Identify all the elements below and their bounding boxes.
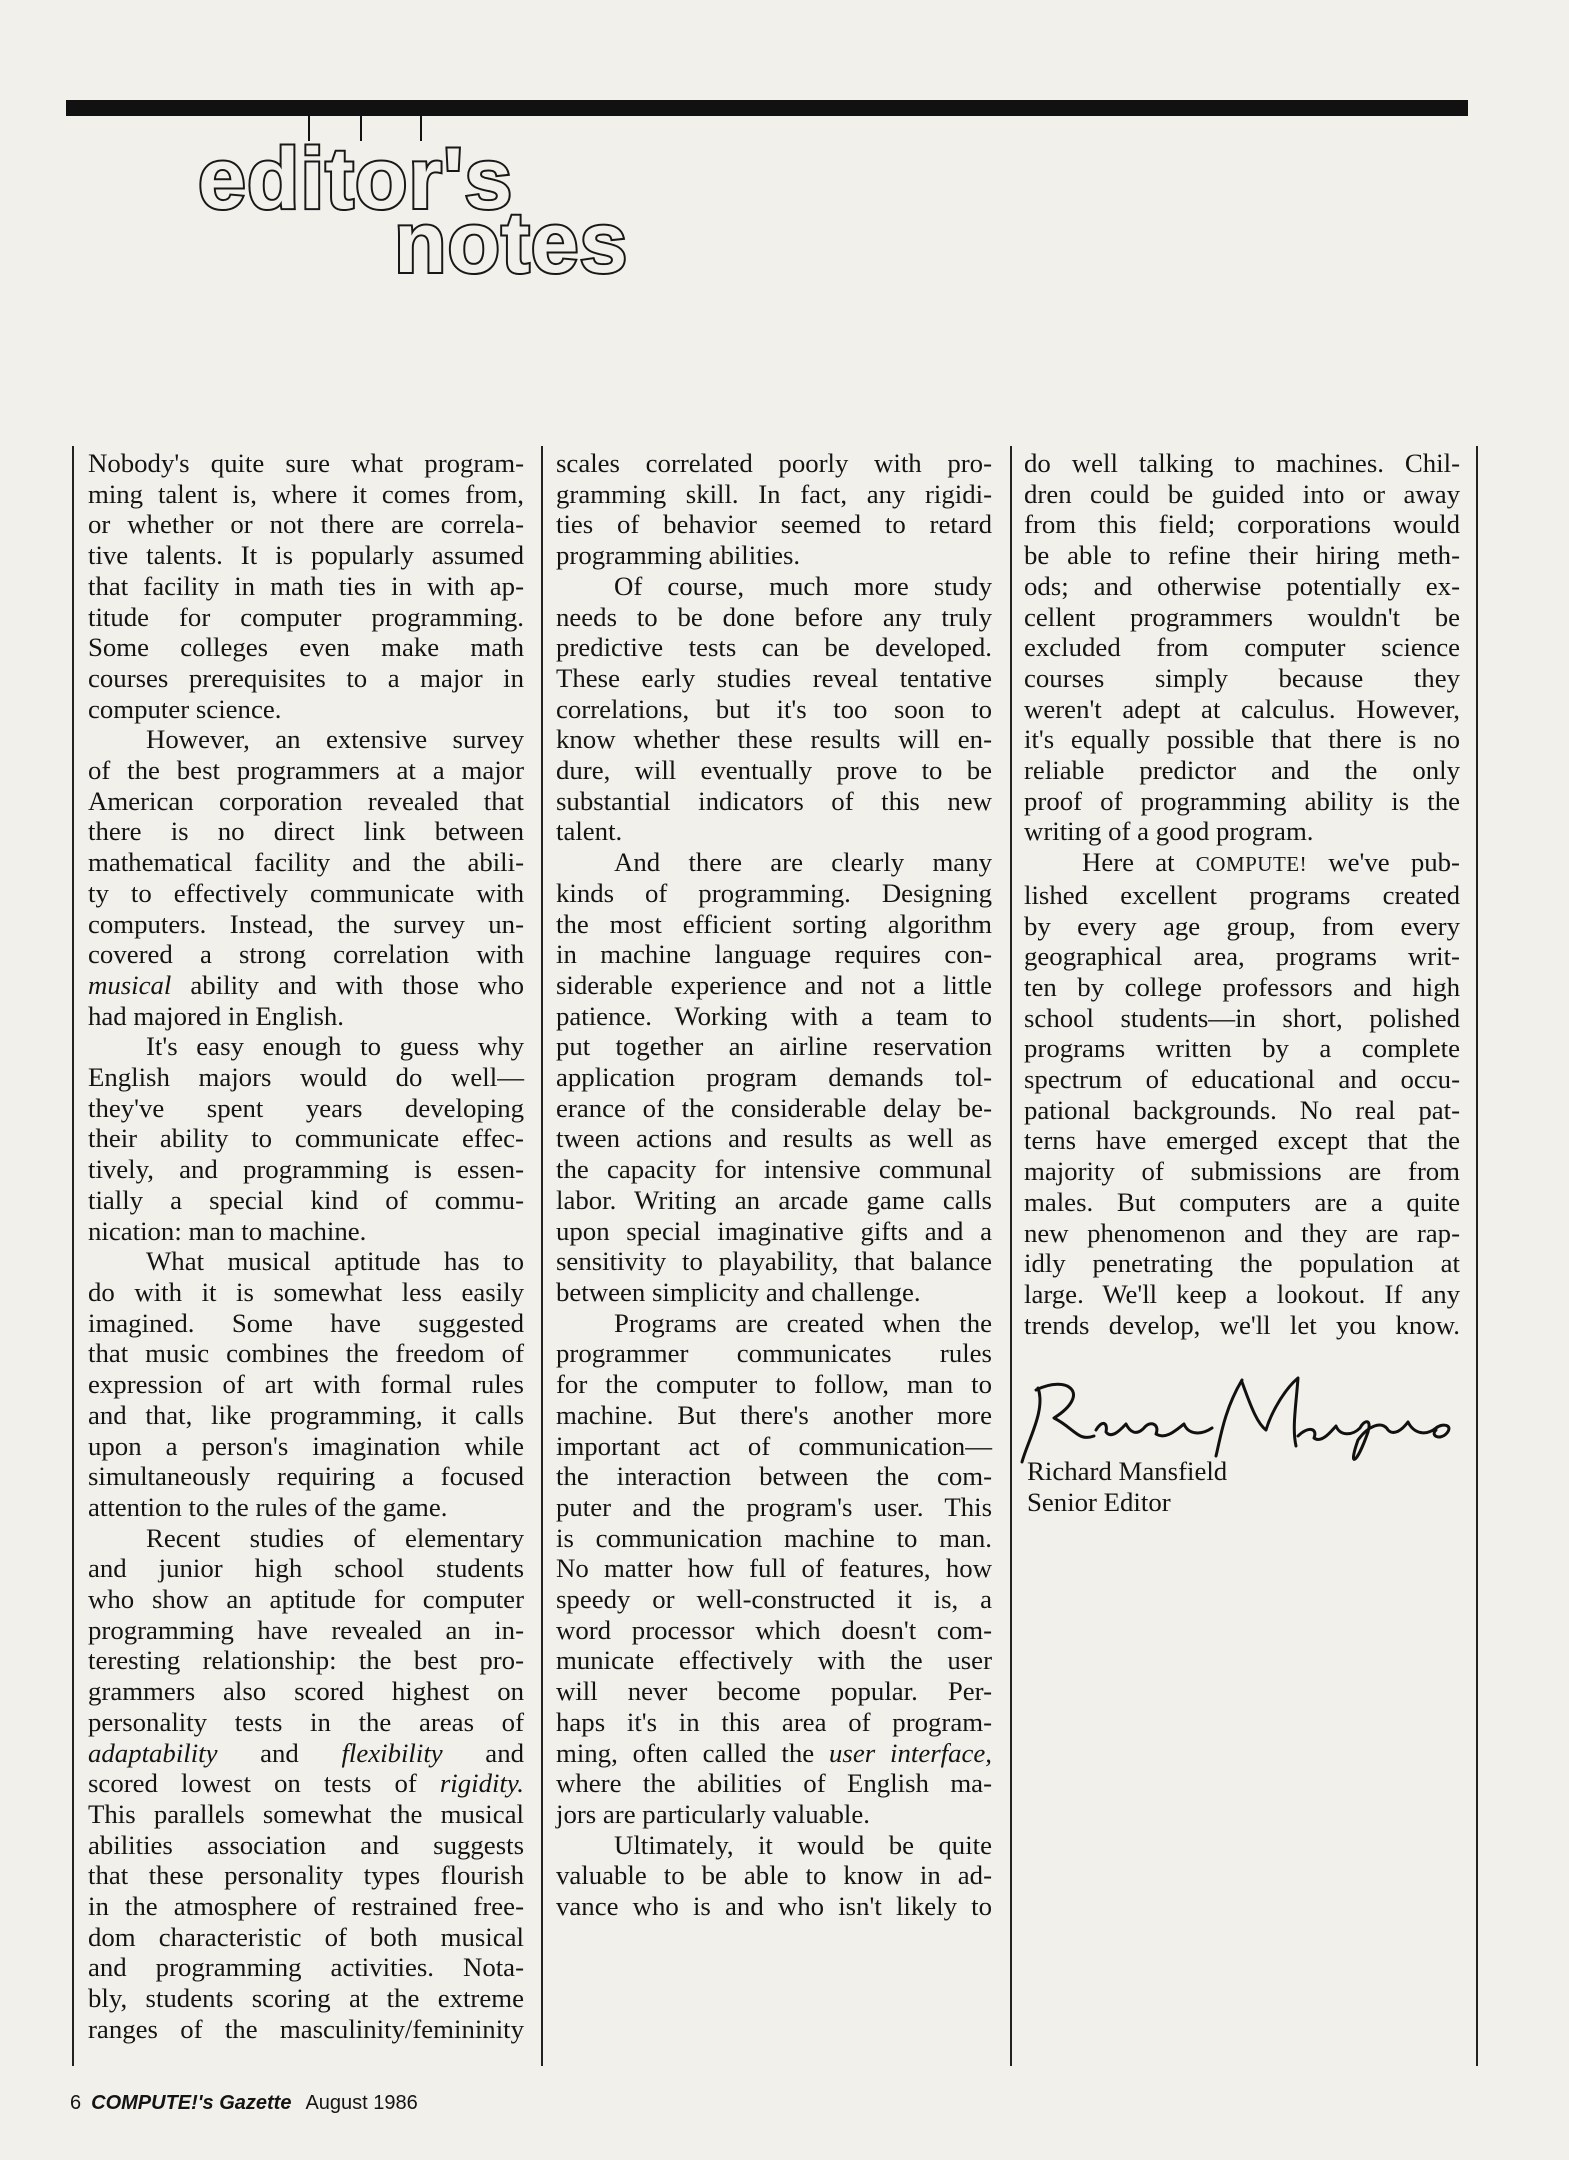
text-line: needs to be done before any truly — [556, 601, 992, 632]
text-line: the interaction between the com- — [556, 1461, 992, 1492]
text-line: vance who is and who isn't likely to — [556, 1891, 992, 1922]
text-line: they've spent years developing — [88, 1092, 524, 1123]
text-line: ranges of the masculinity/femininity — [88, 2013, 524, 2044]
text-line: of the best programmers at a major — [88, 755, 524, 786]
text-line: gramming skill. In fact, any rigidi- — [556, 478, 992, 509]
text-line: Programs are created when the — [614, 1307, 992, 1338]
text-line: idly penetrating the population at — [1024, 1248, 1460, 1279]
text-line: simultaneously requiring a focused — [88, 1461, 524, 1492]
text-line: correlations, but it's too soon to — [556, 693, 992, 724]
text-line: writing of a good program. — [1024, 816, 1314, 847]
text-line: by every age group, from every — [1024, 910, 1460, 941]
text-line: that these personality types flourish — [88, 1860, 524, 1891]
text-line: personality tests in the areas of — [88, 1706, 524, 1737]
column-rule-right — [1476, 446, 1478, 2066]
text-line: titude for computer programming. — [88, 601, 524, 632]
text-line: dure, will eventually prove to be — [556, 755, 992, 786]
text-line: computer science. — [88, 693, 282, 724]
text-line: These early studies reveal tentative — [556, 662, 992, 693]
text-line: courses prerequisites to a major in — [88, 662, 524, 693]
text-line: do with it is somewhat less easily — [88, 1276, 524, 1307]
text-line: predictive tests can be developed. — [556, 632, 992, 663]
text-line: This parallels somewhat the musical — [88, 1798, 524, 1829]
text-line: reliable predictor and the only — [1024, 755, 1460, 786]
text-line: upon special imaginative gifts and a — [556, 1215, 992, 1246]
text-line: tially a special kind of commu- — [88, 1184, 524, 1215]
text-line: machine. But there's another more — [556, 1399, 992, 1430]
text-line: siderable experience and not a little — [556, 969, 992, 1000]
text-line: jors are particularly valuable. — [556, 1798, 870, 1829]
article-column-1 — [88, 448, 524, 2045]
page-number: 6 — [70, 2092, 82, 2114]
text-line: attention to the rules of the game. — [88, 1491, 448, 1522]
italic-word: adaptability — [88, 1737, 218, 1768]
text-line: from this field; corporations would — [1024, 509, 1460, 540]
text-segment: we've pub- — [1328, 847, 1460, 878]
text-line: And there are clearly many — [614, 847, 992, 878]
text-line: municate effectively with the user — [556, 1645, 992, 1676]
text-line: between simplicity and challenge. — [556, 1276, 921, 1307]
text-line: be able to refine their hiring meth- — [1024, 540, 1460, 571]
text-line: know whether these results will en- — [556, 724, 992, 755]
text-segment: and — [260, 1737, 299, 1768]
text-line: it's equally possible that there is no — [1024, 724, 1460, 755]
text-line: erance of the considerable delay be- — [556, 1092, 992, 1123]
text-segment: ming, often called the — [556, 1737, 815, 1768]
article-column-3 — [1024, 448, 1460, 1340]
text-line: imagined. Some have suggested — [88, 1307, 524, 1338]
text-line: pational backgrounds. No real pat- — [1024, 1094, 1460, 1125]
text-line: proof of programming ability is the — [1024, 785, 1460, 816]
text-line: mathematical facility and the abili- — [88, 847, 524, 878]
text-line: Nobody's quite sure what program- — [88, 448, 524, 478]
text-line: will never become popular. Per- — [556, 1676, 992, 1707]
text-line: where the abilities of English ma- — [556, 1768, 992, 1799]
text-line: for the computer to follow, man to — [556, 1369, 992, 1400]
text-line: school students—in short, polished — [1024, 1002, 1460, 1033]
text-line: had majored in English. — [88, 1000, 345, 1031]
page-footer — [70, 2092, 418, 2115]
header-rule — [66, 100, 1468, 116]
text-line: application program demands tol- — [556, 1062, 992, 1093]
text-line: who show an aptitude for computer — [88, 1584, 524, 1615]
text-line: ming talent is, where it comes from, — [88, 478, 524, 509]
text-line: nication: man to machine. — [88, 1215, 367, 1246]
text-line: Of course, much more study — [614, 570, 992, 601]
text-line: new phenomenon and they are rap- — [1024, 1217, 1460, 1248]
text-line: and programming activities. Nota- — [88, 1952, 524, 1983]
text-line: ods; and otherwise potentially ex- — [1024, 570, 1460, 601]
issue-date: August 1986 — [305, 2092, 418, 2114]
italic-word: user interface, — [829, 1737, 992, 1768]
text-line: important act of communication— — [556, 1430, 992, 1461]
text-line: geographical area, programs writ- — [1024, 941, 1460, 972]
title-editors: editor's — [198, 131, 514, 227]
article-column-2 — [556, 448, 992, 1922]
text-line: majority of submissions are from — [1024, 1156, 1460, 1187]
text-line: trends develop, we'll let you know. — [1024, 1309, 1460, 1340]
text-segment: scored lowest on tests of — [88, 1768, 417, 1799]
text-line: expression of art with formal rules — [88, 1369, 524, 1400]
text-line: excluded from computer science — [1024, 632, 1460, 663]
text-line: computers. Instead, the survey un- — [88, 908, 524, 939]
text-line — [556, 1738, 992, 1769]
text-line: No matter how full of features, how — [556, 1553, 992, 1584]
text-line: or whether or not there are correla- — [88, 509, 524, 540]
text-line: valuable to be able to know in ad- — [556, 1860, 992, 1891]
text-line: Some colleges even make math — [88, 632, 524, 663]
text-line: Recent studies of elementary — [146, 1522, 524, 1553]
editor-title: Senior Editor — [1027, 1487, 1171, 1517]
text-line: ties of behavior seemed to retard — [556, 509, 992, 540]
text-line: Ultimately, it would be quite — [614, 1829, 992, 1860]
text-line: scales correlated poorly with pro- — [556, 448, 992, 478]
text-line: that facility in math ties in with ap- — [88, 570, 524, 601]
signature-image — [1016, 1370, 1466, 1470]
text-line: the most efficient sorting algorithm — [556, 908, 992, 939]
text-line — [1024, 847, 1460, 880]
text-line: ty to effectively communicate with — [88, 877, 524, 908]
text-line: dren could be guided into or away — [1024, 478, 1460, 509]
text-line — [88, 1738, 524, 1769]
text-line: speedy or well-constructed it is, a — [556, 1584, 992, 1615]
text-line: tive talents. It is popularly assumed — [88, 540, 524, 571]
italic-word: rigidity. — [439, 1768, 524, 1799]
text-line — [88, 970, 524, 1001]
text-line: programming abilities. — [556, 540, 801, 571]
text-line: What musical aptitude has to — [146, 1246, 524, 1277]
text-line: programmer communicates rules — [556, 1338, 992, 1369]
text-line: English majors would do well— — [88, 1062, 524, 1093]
text-line: dom characteristic of both musical — [88, 1921, 524, 1952]
italic-word: flexibility — [341, 1737, 443, 1768]
text-line: programming have revealed an in- — [88, 1614, 524, 1645]
text-line: in the atmosphere of restrained free- — [88, 1891, 524, 1922]
text-line: labor. Writing an arcade game calls — [556, 1184, 992, 1215]
text-line: do well talking to machines. Chil- — [1024, 448, 1460, 478]
text-line: puter and the program's user. This — [556, 1491, 992, 1522]
text-segment: ability and with those who — [190, 969, 525, 1000]
text-line: abilities association and suggests — [88, 1829, 524, 1860]
text-line: kinds of programming. Designing — [556, 877, 992, 908]
text-line: teresting relationship: the best pro- — [88, 1645, 524, 1676]
text-line: in machine language requires con- — [556, 939, 992, 970]
text-segment: and — [485, 1737, 524, 1768]
text-line: covered a strong correlation with — [88, 939, 524, 970]
text-line: patience. Working with a team to — [556, 1000, 992, 1031]
text-line: that music combines the freedom of — [88, 1338, 524, 1369]
italic-word: musical — [88, 969, 172, 1000]
publication-name: COMPUTE!'s Gazette — [91, 2092, 292, 2114]
text-line: talent. — [556, 816, 623, 847]
text-line: tively, and programming is essen- — [88, 1154, 524, 1185]
text-line: terns have emerged except that the — [1024, 1125, 1460, 1156]
text-segment: Here at — [1082, 847, 1175, 878]
text-line: substantial indicators of this new — [556, 785, 992, 816]
text-line: is communication machine to man. — [556, 1522, 992, 1553]
text-line: and junior high school students — [88, 1553, 524, 1584]
text-line: there is no direct link between — [88, 816, 524, 847]
column-rule — [1010, 446, 1012, 2066]
text-line: put together an airline reservation — [556, 1031, 992, 1062]
text-line: programs written by a complete — [1024, 1033, 1460, 1064]
text-line — [88, 1768, 524, 1799]
text-line: upon a person's imagination while — [88, 1430, 524, 1461]
text-line: ten by college professors and high — [1024, 971, 1460, 1002]
text-line: tween actions and results as well as — [556, 1123, 992, 1154]
text-line: their ability to communicate effec- — [88, 1123, 524, 1154]
text-line: courses simply because they — [1024, 662, 1460, 693]
title-notes: notes — [394, 195, 629, 291]
text-line: males. But computers are a quite — [1024, 1186, 1460, 1217]
text-line: bly, students scoring at the extreme — [88, 1983, 524, 2014]
text-line: lished excellent programs created — [1024, 879, 1460, 910]
text-line: American corporation revealed that — [88, 785, 524, 816]
text-line: sensitivity to playability, that balance — [556, 1246, 992, 1277]
column-rule — [541, 446, 543, 2066]
text-line: and that, like programming, it calls — [88, 1399, 524, 1430]
text-line: cellent programmers wouldn't be — [1024, 601, 1460, 632]
text-line: grammers also scored highest on — [88, 1676, 524, 1707]
text-line: spectrum of educational and occu- — [1024, 1064, 1460, 1095]
text-line: the capacity for intensive communal — [556, 1154, 992, 1185]
text-line: haps it's in this area of program- — [556, 1706, 992, 1737]
editor-name: Richard Mansfield — [1027, 1456, 1228, 1486]
text-line: word processor which doesn't com- — [556, 1614, 992, 1645]
text-line: It's easy enough to guess why — [146, 1031, 524, 1062]
text-line: large. We'll keep a lookout. If any — [1024, 1278, 1460, 1309]
text-line: weren't adept at calculus. However, — [1024, 693, 1460, 724]
magazine-name: COMPUTE! — [1195, 852, 1308, 877]
text-line: However, an extensive survey — [146, 724, 524, 755]
column-rule-left — [72, 446, 74, 2066]
